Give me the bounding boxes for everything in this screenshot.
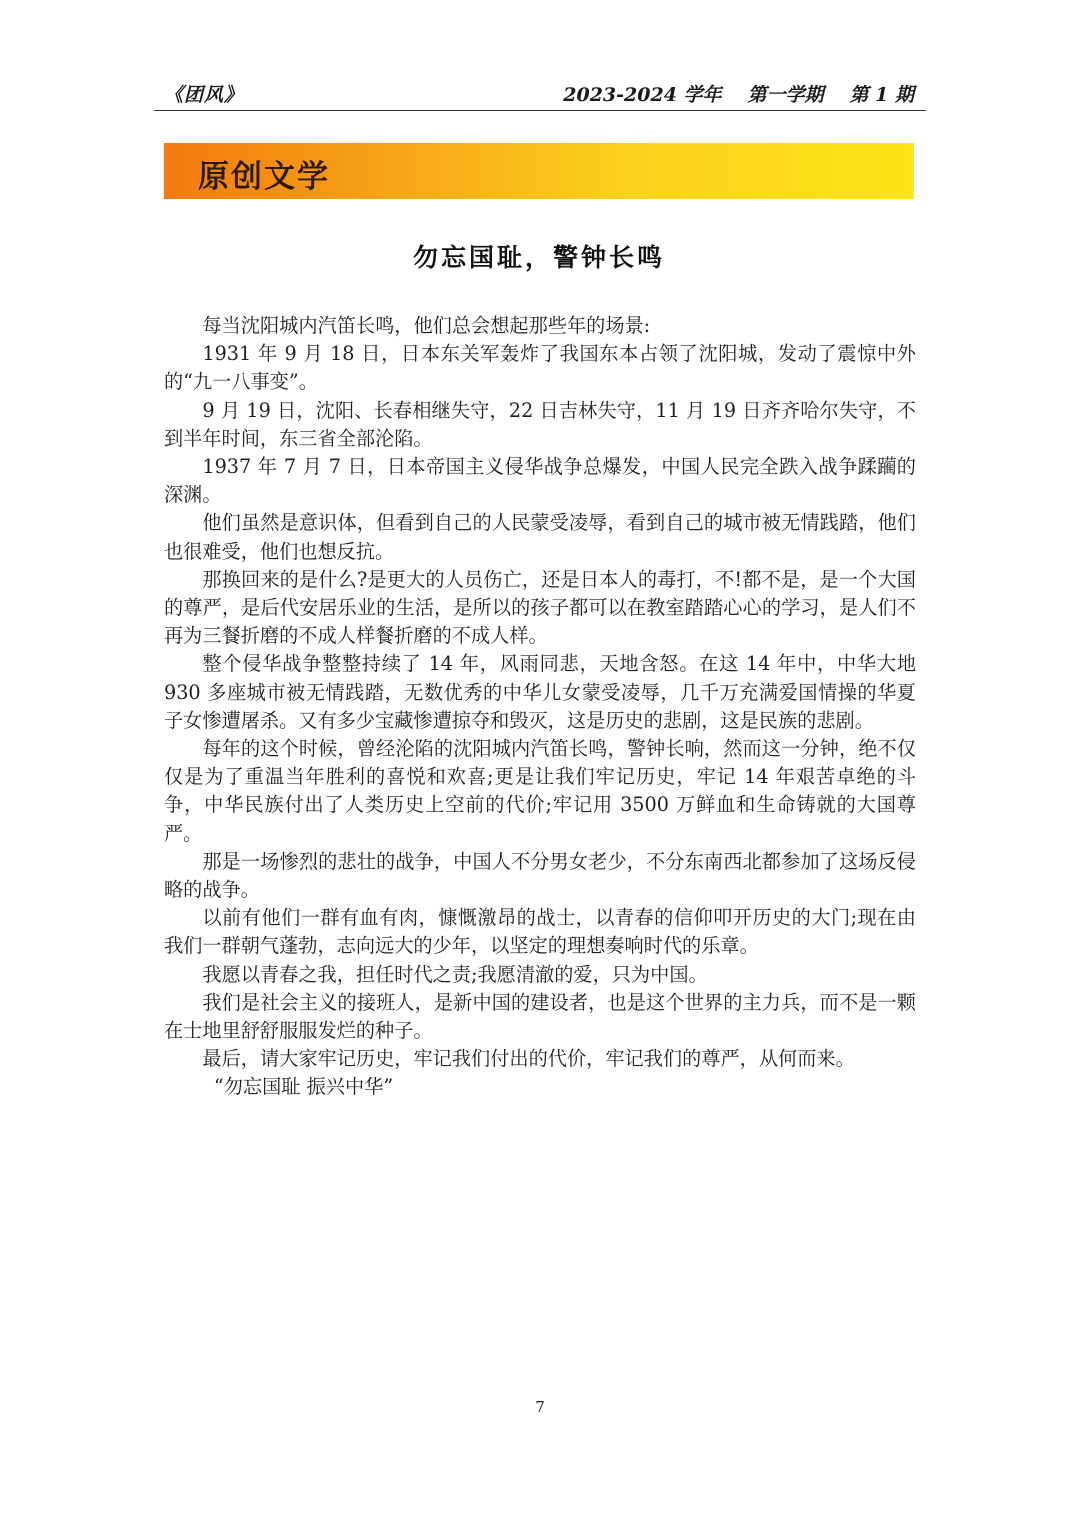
paragraph: 每年的这个时候，曾经沦陷的沈阳城内汽笛长鸣，警钟长响，然而这一分钟，绝不仅仅是为了重温当年胜利的喜悦和欢喜;更是让我们牢记历史，牢记 14 年艰苦卓绝的斗争，中华民族付出了人类历史上空前的代价;牢记用 3500 万鲜血和生命铸就的大国尊严。 (164, 737, 916, 845)
publication-name: 《团风》 (164, 84, 245, 106)
paragraph: 1937 年 7 月 7 日，日本帝国主义侵华战争总爆发，中国人民完全跌入战争蹂躏的深渊。 (164, 455, 916, 507)
paragraph: 整个侵华战争整整持续了 14 年，风雨同悲，天地含怒。在这 14 年中，中华大地 930 多座城市被无情践踏，无数优秀的中华儿女蒙受凌辱，几千万充满爱国情操的华夏子女惨遭屠杀。又有多少宝藏惨遭掠夺和毁灭，这是历史的悲剧，这是民族的悲剧。 (164, 652, 916, 732)
paragraph: 每当沈阳城内汽笛长鸣，他们总会想起那些年的场景: (202, 314, 651, 337)
semester: 第一学期 (747, 84, 824, 106)
page-number: 7 (535, 1398, 545, 1416)
paragraph: 以前有他们一群有血有肉，慷慨激昂的战士，以青春的信仰叩开历史的大门;现在由我们一群朝气蓬勃，志向远大的少年，以坚定的理想奏响时代的乐章。 (164, 906, 916, 958)
section-banner (164, 143, 914, 199)
issue-number: 第 1 期 (849, 84, 914, 106)
article-body (164, 312, 916, 1102)
paragraph: 他们虽然是意识体，但看到自己的人民蒙受凌辱，看到自己的城市被无情践踏，他们也很难受，他们也想反抗。 (164, 511, 916, 563)
paragraph: 我们是社会主义的接班人，是新中国的建设者，也是这个世界的主力兵，而不是一颗在士地里舒舒服服发烂的种子。 (164, 990, 916, 1043)
school-year: 2023-2024 学年 (563, 84, 722, 106)
paragraph: 1931 年 9 月 18 日，日本东关军轰炸了我国东本占领了沈阳城，发动了震惊中外的“九一八事变”。 (164, 342, 916, 394)
paragraph: 我愿以青春之我，担任时代之责;我愿清澈的爱，只为中国。 (202, 962, 708, 986)
paragraph: 那换回来的是什么?是更大的人员伤亡，还是日本人的毒打，不!都不是，是一个大国的尊严，是后代安居乐业的生活，是所以的孩子都可以在教室踏踏心心的学习，是人们不再为三餐折磨的不成人样餐折磨的不成人样。 (164, 567, 916, 648)
section-title: 原创文学 (198, 159, 330, 195)
closing-slogan: “勿忘国耻 振兴中华” (213, 1075, 394, 1099)
issue-info (563, 80, 914, 107)
paragraph: 9 月 19 日，沈阳、长春相继失守，22 日吉林失守，11 月 19 日齐齐哈尔失守，不到半年时间，东三省全部沦陷。 (164, 398, 916, 450)
page-header (154, 78, 926, 111)
article-title: 勿忘国耻，警钟长鸣 (412, 243, 665, 272)
paragraph: 最后，请大家牢记历史，牢记我们付出的代价，牢记我们的尊严，从何而来。 (202, 1047, 855, 1071)
paragraph: 那是一场惨烈的悲壮的战争，中国人不分男女老少，不分东南西北都参加了这场反侵略的战争。 (164, 849, 916, 902)
